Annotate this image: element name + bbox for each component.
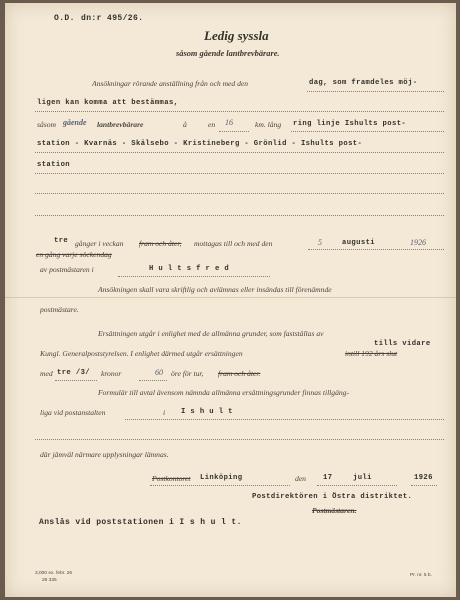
fill-line bbox=[307, 91, 444, 92]
paper-fold bbox=[5, 297, 456, 298]
route-typed: ring linje Ishults post- bbox=[293, 120, 407, 128]
date-year: 1926 bbox=[414, 474, 433, 482]
fill-line bbox=[150, 485, 290, 486]
fill-line bbox=[118, 276, 270, 277]
fill-line bbox=[308, 249, 444, 250]
office-city: Linköping bbox=[200, 474, 243, 482]
role-text-d: en bbox=[208, 120, 216, 129]
route-stations: station - Kvarnäs - Skälsebo - Kristineberg - Grönlid - Ishults post- bbox=[37, 140, 363, 148]
compensation-struck-2: fram och åter. bbox=[218, 369, 261, 378]
posting-note: Anslås vid poststationen i I s h u l t. bbox=[39, 518, 242, 527]
fill-line bbox=[317, 485, 397, 486]
role-text-c: å bbox=[183, 120, 187, 129]
fill-line bbox=[139, 380, 167, 381]
signer-title: Postdirektören i Östra distriktet. bbox=[252, 493, 413, 501]
fill-line bbox=[291, 131, 444, 132]
route-length: 16 bbox=[225, 118, 233, 127]
application-rule: Ansökningen skall vara skriftlig och avlämnas eller insändas till förenämnde bbox=[98, 285, 332, 294]
frequency-struck-alt: en gång varje söckendag bbox=[36, 250, 112, 259]
fill-line bbox=[125, 419, 444, 420]
print-run-number: 26 335 bbox=[42, 578, 57, 583]
fill-line bbox=[35, 215, 444, 216]
frequency-text: gånger i veckan bbox=[75, 239, 124, 248]
compensation-text-2: Kungl. Generalpoststyrelsen. I enlighet därmed utgår ersättningen bbox=[40, 349, 243, 358]
deadline-year: 1926 bbox=[410, 238, 426, 247]
postmaster-struck: Postmästaren. bbox=[312, 506, 357, 515]
fill-line bbox=[35, 193, 444, 194]
fill-line bbox=[35, 439, 444, 440]
reference-number: dn:r 495/26. bbox=[81, 14, 144, 23]
compensation-text-3a: med bbox=[40, 369, 53, 378]
fill-line bbox=[219, 131, 249, 132]
page-title: Ledig syssla bbox=[204, 28, 269, 43]
fill-line bbox=[35, 173, 444, 174]
role-handwritten: gående bbox=[63, 118, 87, 127]
info-text: där jämväl närmare upplysningar lämnas. bbox=[40, 450, 169, 459]
document-page bbox=[5, 3, 456, 597]
compensation-typed-above: tills vidare bbox=[374, 340, 431, 348]
role-text-a: såsom bbox=[37, 120, 56, 129]
deadline-day: 5 bbox=[318, 238, 322, 247]
date-month: juli bbox=[353, 474, 372, 482]
reference-label: O.D. bbox=[54, 14, 75, 23]
fill-line bbox=[411, 485, 437, 486]
form-number: Pr. nr. 5 b. bbox=[410, 573, 432, 578]
page-subtitle: såsom gående lantbrevbärare. bbox=[176, 49, 280, 58]
application-rule-end: postmästare. bbox=[40, 305, 79, 314]
date-den: den bbox=[295, 474, 306, 483]
fill-line bbox=[35, 111, 444, 112]
compensation-text-3b: kronor bbox=[101, 369, 122, 378]
compensation-ore: 60 bbox=[155, 368, 163, 377]
compensation-struck: intill 192 års slut bbox=[345, 349, 398, 358]
forms-text-2: liga vid postanstalten bbox=[40, 408, 106, 417]
forms-town: I s h u l t bbox=[181, 408, 233, 416]
application-text: Ansökningar rörande anställning från och med den bbox=[92, 79, 249, 88]
compensation-amount: tre /3/ bbox=[57, 369, 90, 377]
start-date-typed: dag, som framdeles möj- bbox=[309, 79, 418, 87]
compensation-text: Ersättningen utgår i enlighet med de allmänna grunder, som fastställas av bbox=[98, 329, 324, 338]
print-run: 3,000 ex. febr. 26 bbox=[35, 571, 73, 576]
postmaster-town: H u l t s f r e d bbox=[149, 265, 230, 273]
frequency-typed: tre bbox=[54, 237, 69, 245]
forms-text: Formulär till avtal ävensom nämnda allmänna ersättningsgrunder finnas tillgäng- bbox=[98, 388, 350, 397]
date-day: 17 bbox=[323, 474, 333, 482]
office-struck: Postkontoret bbox=[152, 474, 191, 483]
deadline-month: augusti bbox=[342, 239, 375, 247]
compensation-text-3c: öre för tur, bbox=[171, 369, 204, 378]
role-text-b: lantbrevbärare bbox=[97, 120, 144, 129]
fill-line bbox=[55, 380, 97, 381]
route-unit: km. lång bbox=[255, 120, 282, 129]
start-date-typed-cont: ligen kan komma att bestämmas, bbox=[37, 99, 179, 107]
frequency-struck: fram och åter, bbox=[139, 239, 182, 248]
deadline-text: mottagas till och med den bbox=[194, 239, 273, 248]
fill-line bbox=[35, 152, 444, 153]
postmaster-text: av postmästaren i bbox=[40, 265, 94, 274]
forms-text-2b: i bbox=[163, 408, 166, 417]
route-stations-end: station bbox=[37, 161, 70, 169]
